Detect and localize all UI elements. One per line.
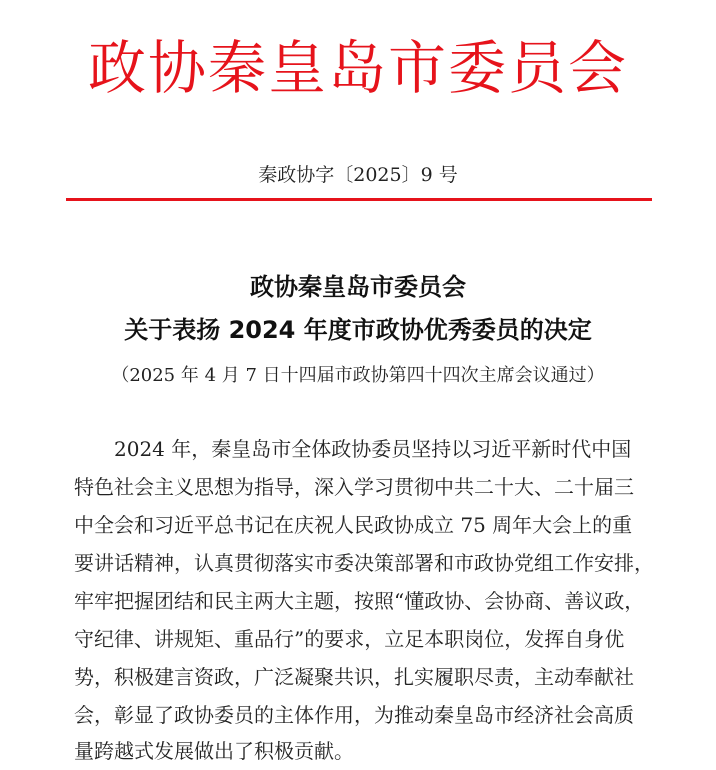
body-line: 势，积极建言资政，广泛凝聚共识，扎实履职尽责，主动奉献社: [74, 665, 634, 689]
body-line: 守纪律、讲规矩、重品行”的要求，立足本职岗位，发挥自身优: [74, 627, 625, 651]
document-subtitle: （2025 年 4 月 7 日十四届市政协第四十四次主席会议通过）: [111, 365, 605, 386]
body-line: 要讲话精神，认真贯彻落实市委决策部署和市政协党组工作安排，: [74, 551, 654, 575]
document-number: 秦政协字〔2025〕9 号: [258, 164, 458, 186]
red-divider-line: [66, 198, 652, 201]
body-line: 会，彰显了政协委员的主体作用，为推动秦皇岛市经济社会高质: [74, 703, 634, 727]
body-line: 量跨越式发展做出了积极贡献。: [74, 739, 354, 763]
document-title-line-1: 政协秦皇岛市委员会: [250, 273, 466, 301]
document-title-line-2: 关于表扬 2024 年度市政协优秀委员的决定: [124, 316, 592, 344]
body-line: 特色社会主义思想为指导，深入学习贯彻中共二十大、二十届三: [74, 475, 634, 499]
body-line: 2024 年，秦皇岛市全体政协委员坚持以习近平新时代中国: [74, 437, 632, 461]
red-header-organization: 政协秦皇岛市委员会: [87, 34, 628, 102]
body-line: 中全会和习近平总书记在庆祝人民政协成立 75 周年大会上的重: [74, 513, 633, 537]
body-line: 牢牢把握团结和民主两大主题，按照“懂政协、会协商、善议政，: [74, 589, 645, 613]
